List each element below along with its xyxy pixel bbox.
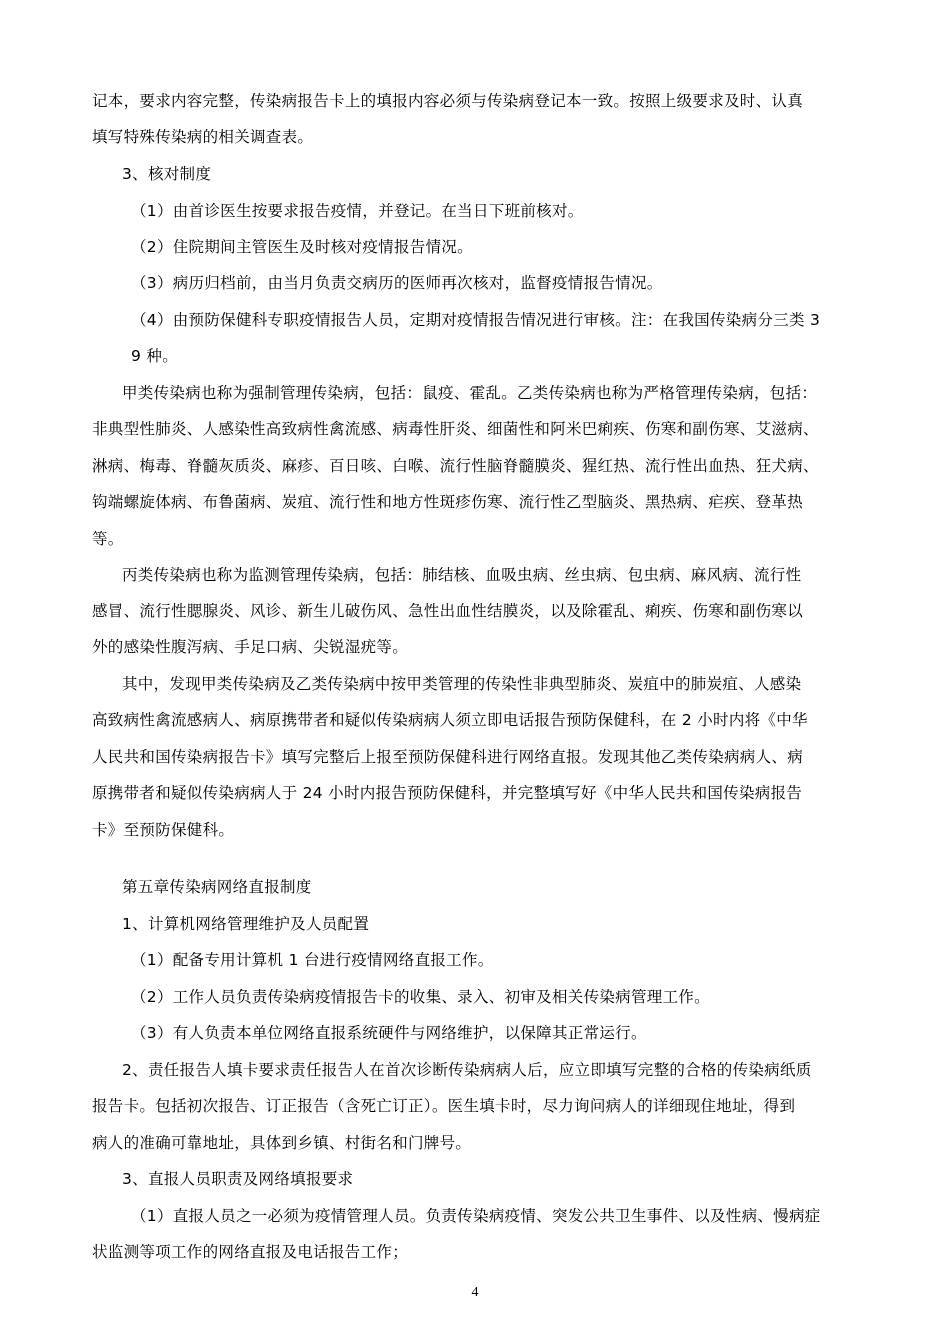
paragraph-line: 甲类传染病也称为强制管理传染病，包括：鼠疫、霍乱。乙类传染病也称为严格管理传染病，包括： [122,384,818,402]
text-line: 9 种。 [131,347,178,365]
text-line: 卡》至预防保健科。 [92,821,235,839]
text-line: 感冒、流行性腮腺炎、风诊、新生儿破伤风、急性出血性结膜炎，以及除霍乱、痢疾、伤寒和副伤寒以 [92,602,804,620]
text-line: 外的感染性腹泻病、手足口病、尖锐湿疣等。 [92,638,409,656]
text-line: 高致病性禽流感病人、病原携带者和疑似传染病病人须立即电话报告预防保健科，在 2 小时内将《中华 [92,711,808,729]
text-line: 钩端螺旋体病、布鲁菌病、炭疽、流行性和地方性斑疹伤寒、流行性乙型脑炎、黑热病、疟疾、登革热 [92,493,804,511]
list-item: （1）配备专用计算机 1 台进行疫情网络直报工作。 [131,951,494,969]
paragraph-line: 2、责任报告人填卡要求责任报告人在首次诊断传染病病人后，应立即填写完整的合格的传染病纸质 [122,1061,812,1079]
list-item: （3）有人负责本单位网络直报系统硬件与网络维护，以保障其正常运行。 [131,1024,647,1042]
paragraph-line: 其中，发现甲类传染病及乙类传染病中按甲类管理的传染性非典型肺炎、炭疽中的肺炭疽、人感染 [122,675,802,693]
text-line: 记本，要求内容完整，传染病报告卡上的填报内容必须与传染病登记本一致。按照上级要求及时、认真 [92,92,804,110]
text-line: 报告卡。包括初次报告、订正报告（含死亡订正）。医生填卡时，尽力询问病人的详细现住地址，得到 [92,1097,796,1115]
chapter-heading: 第五章传染病网络直报制度 [122,878,312,896]
text-line: 等。 [92,530,124,548]
list-item: （3）病历归档前，由当月负责交病历的医师再次核对，监督疫情报告情况。 [131,274,663,292]
page-number: 4 [471,1285,479,1300]
text-line: 病人的准确可靠地址，具体到乡镇、村街名和门牌号。 [92,1134,472,1152]
list-item: （1）由首诊医生按要求报告疫情，并登记。在当日下班前核对。 [131,202,584,220]
text-line: 填写特殊传染病的相关调查表。 [92,128,314,146]
list-item: （4）由预防保健科专职疫情报告人员，定期对疫情报告情况进行审核。注：在我国传染病分三类 3 [131,311,821,329]
text-line: 状监测等项工作的网络直报及电话报告工作； [92,1243,409,1261]
text-line: 原携带者和疑似传染病病人于 24 小时内报告预防保健科，并完整填写好《中华人民共和国传染病报告 [92,784,803,802]
section-heading: 3、核对制度 [122,165,212,183]
text-line: 淋病、梅毒、脊髓灰质炎、麻疹、百日咳、白喉、流行性脑脊髓膜炎、猩红热、流行性出血热、狂犬病、 [92,457,819,475]
section-heading: 3、直报人员职责及网络填报要求 [122,1170,354,1188]
text-line: 非典型性肺炎、人感染性高致病性禽流感、病毒性肝炎、细菌性和阿米巴痢疾、伤寒和副伤寒、艾滋病、 [92,420,819,438]
list-item: （2）住院期间主管医生及时核对疫情报告情况。 [131,238,473,256]
paragraph-line: 丙类传染病也称为监测管理传染病，包括：肺结核、血吸虫病、丝虫病、包虫病、麻风病、流行性 [122,566,802,584]
list-item: （1）直报人员之一必须为疫情管理人员。负责传染病疫情、突发公共卫生事件、以及性病、慢病症 [131,1207,821,1225]
list-item: （2）工作人员负责传染病疫情报告卡的收集、录入、初审及相关传染病管理工作。 [131,988,710,1006]
text-line: 人民共和国传染病报告卡》填写完整后上报至预防保健科进行网络直报。发现其他乙类传染病病人、病 [92,748,804,766]
section-heading: 1、计算机网络管理维护及人员配置 [122,915,370,933]
